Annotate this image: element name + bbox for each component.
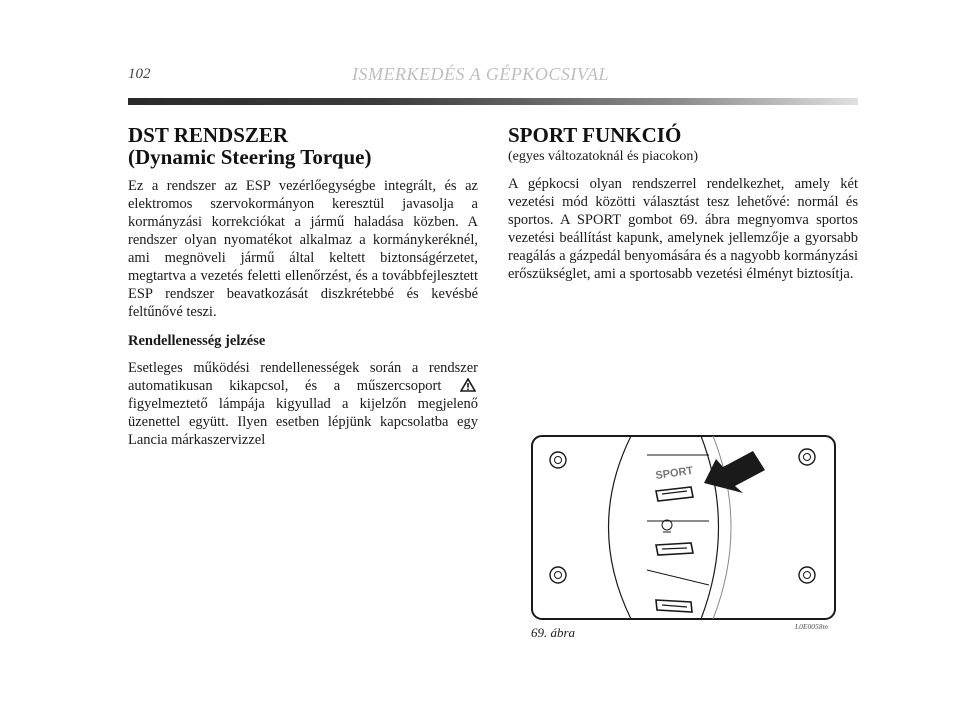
header-rule	[128, 98, 858, 105]
sport-paragraph: A gépkocsi olyan rendszerrel rendelkezhet, amely két vezetési mód közötti választást tesz lehetővé: normál és sportos. A SPORT gombot 69. ábra megnyomva sportos vezetési beállítást kapunk, amelynek jellemzője a gyorsabb reagálás a gázpedál benyomására és a nagyobb kormányzási erőszükséglet, ami a sportosabb vezetési élményt biztosítja.	[508, 176, 858, 282]
dst-title: DST RENDSZER	[128, 123, 289, 147]
fault-paragraph	[128, 359, 478, 449]
page-number: 102	[128, 66, 151, 82]
figure-caption: 69. ábra	[531, 625, 576, 640]
fault-subhead: Rendellenesség jelzése	[128, 333, 266, 349]
sport-subtitle: (egyes változatoknál és piacokon)	[508, 149, 699, 164]
fault-text-b: figyelmeztető lámpája kigyullad a kijelzőn megjelenő üzenettel együtt. Ilyen esetben lépjünk kapcsolatba egy Lancia márkaszervizzel	[128, 396, 478, 448]
running-header: ISMERKEDÉS A GÉPKOCSIVAL	[352, 64, 609, 84]
dst-subtitle: (Dynamic Steering Torque)	[128, 145, 372, 169]
right-column	[508, 124, 858, 283]
figure-code: L0E0058m	[795, 622, 828, 631]
dst-paragraph: Ez a rendszer az ESP vezérlőegységbe integrált, és az elektromos szervokormányon keresztül javasolja a kormányzási korrekciókat a jármű haladása közben. A rendszer olyan nyomatékot alkalmaz a kormánykeréknél, ami megnöveli jármű által keltett biztonságérzetet, megtartva a vezetés feletti ellenőrzést, és a továbbfejlesztett ESP rendszer beavatkozását diszkrétebbé és kevésbé feltűnővé teszi.	[128, 178, 478, 320]
sport-button-label: SPORT	[654, 464, 694, 482]
fault-text-a: Esetleges működési rendellenességek során a rendszer automatikusan kikapcsol, és a műszercsoport	[128, 360, 478, 394]
left-column	[128, 124, 478, 449]
sport-title: SPORT FUNKCIÓ	[508, 123, 682, 147]
sport-button-figure	[531, 435, 836, 620]
warning-triangle-icon	[460, 378, 476, 392]
